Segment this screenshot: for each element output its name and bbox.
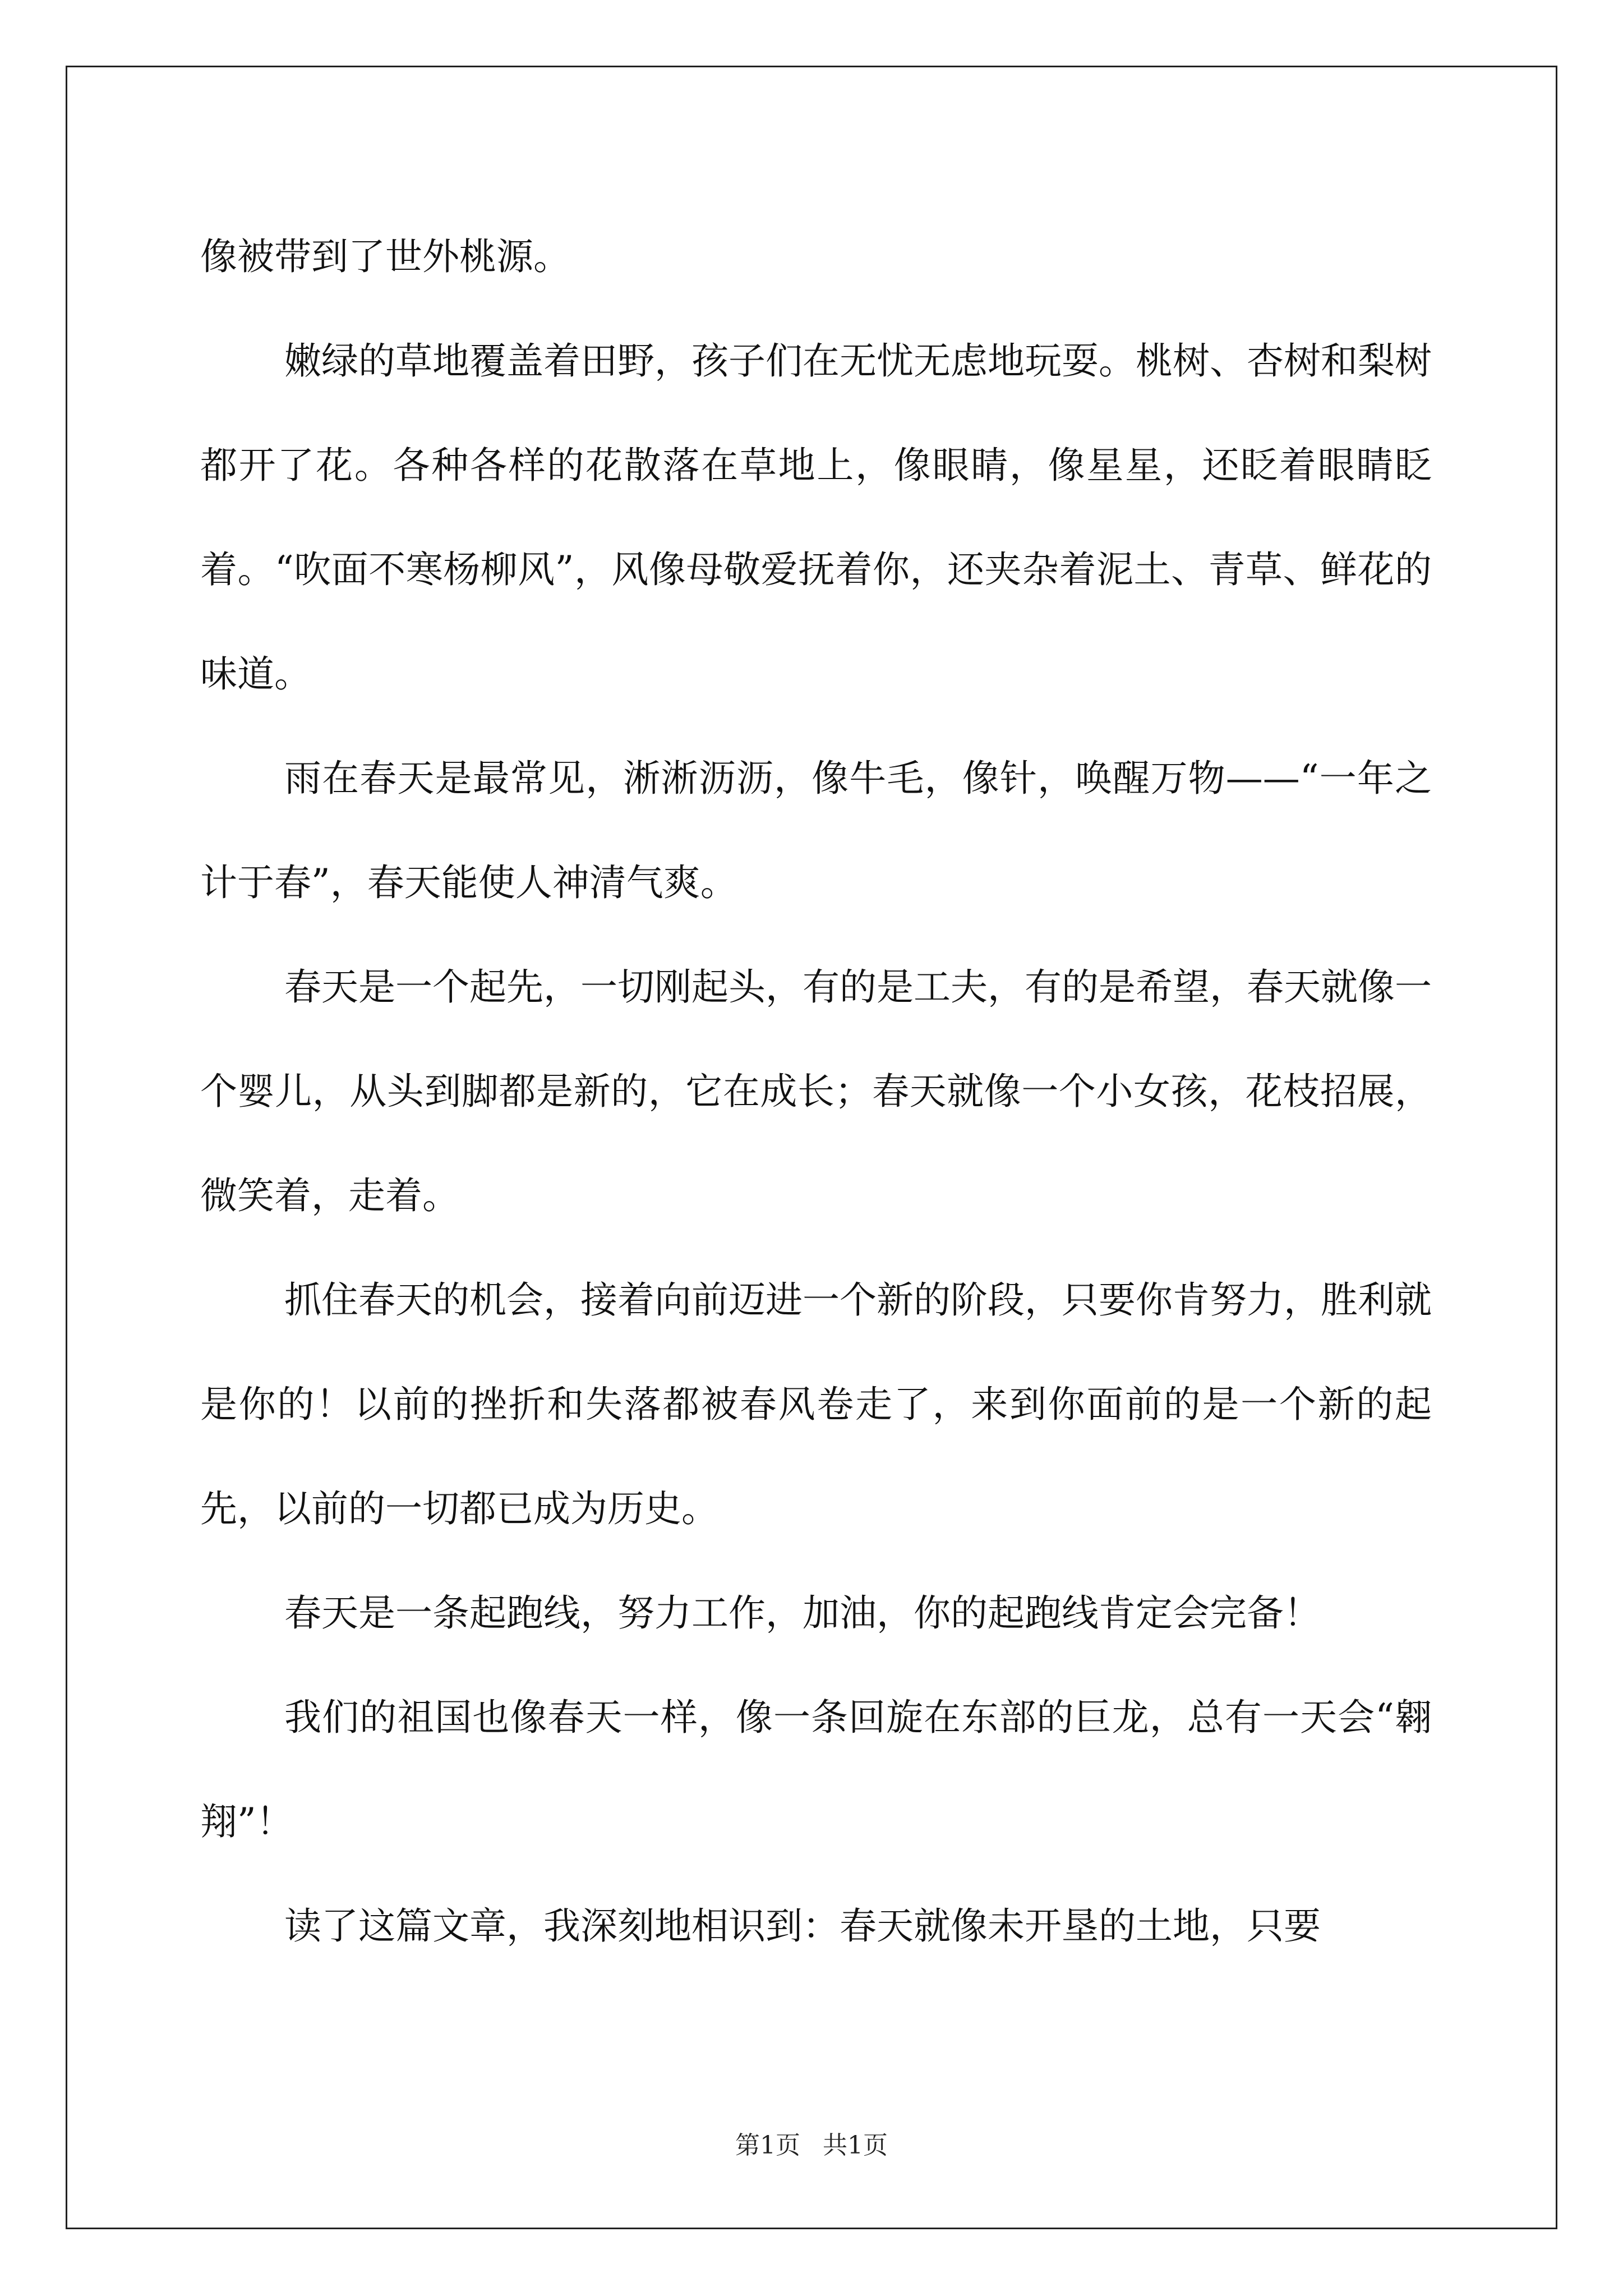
paragraph-3: 雨在春天是最常见，淅淅沥沥，像牛毛，像针，唤醒万物——“一年之计于春”，春天能使人神清气爽。 (200, 757, 1432, 904)
paragraph-1: 像被带到了世外桃源。 (200, 235, 570, 278)
document-body (200, 205, 1432, 1978)
paragraph-2: 嫩绿的草地覆盖着田野，孩子们在无忧无虑地玩耍。桃树、杏树和梨树都开了花。各种各样的花散落在草地上，像眼睛，像星星，还眨着眼睛眨着。“吹面不寒杨柳风”，风像母敬爱抚着你，还夹杂着泥土、青草、鲜花的味道。 (200, 339, 1432, 696)
page-number-current: 第1页 (735, 2131, 800, 2160)
page-footer (0, 2129, 1623, 2162)
page-number-total: 共1页 (823, 2131, 888, 2160)
paragraph-8: 读了这篇文章，我深刻地相识到：春天就像未开垦的土地，只要 (284, 1904, 1321, 1948)
paragraph-6: 春天是一条起跑线，努力工作，加油，你的起跑线肯定会完备！ (284, 1591, 1321, 1635)
paragraph-5: 抓住春天的机会，接着向前迈进一个新的阶段，只要你肯努力，胜利就是你的！以前的挫折和失落都被春风卷走了，来到你面前的是一个新的起先，以前的一切都已成为历史。 (200, 1278, 1432, 1530)
paragraph-4: 春天是一个起先，一切刚起头，有的是工夫，有的是希望，春天就像一个婴儿，从头到脚都是新的，它在成长；春天就像一个小女孩，花枝招展，微笑着，走着。 (200, 965, 1432, 1217)
paragraph-7: 我们的祖国也像春天一样，像一条回旋在东部的巨龙，总有一天会“翱翔”！ (200, 1696, 1432, 1843)
